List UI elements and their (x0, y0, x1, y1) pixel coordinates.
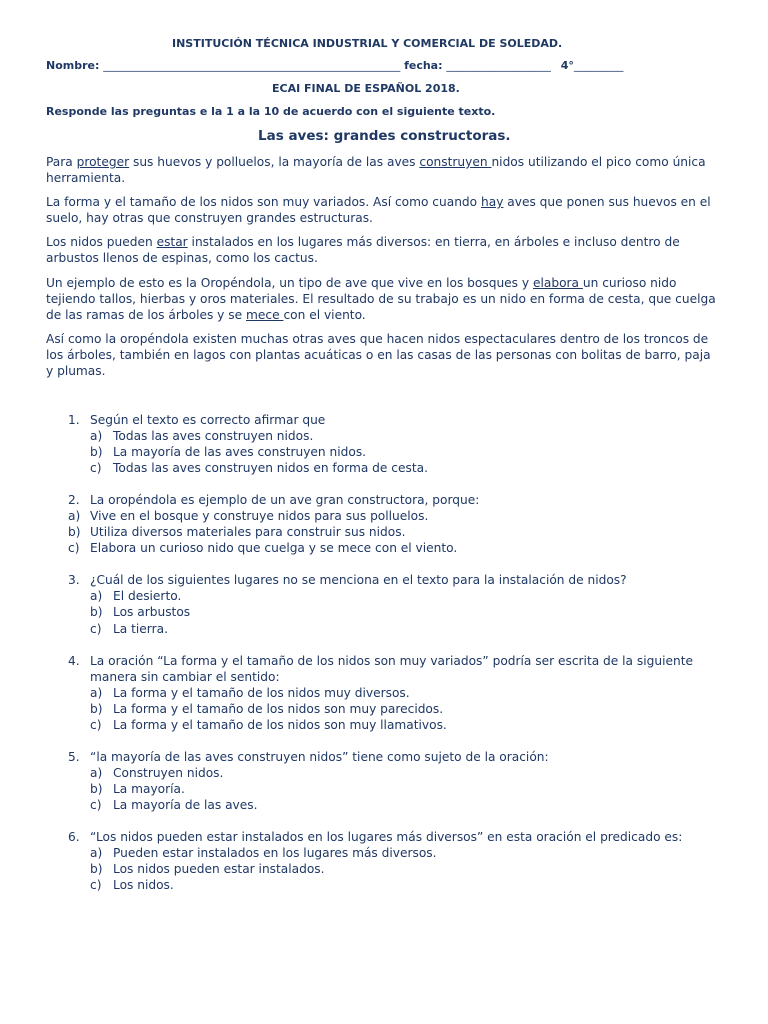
answer-option[interactable]: b) Utiliza diversos materiales para construir sus nidos. (68, 525, 406, 539)
answer-option[interactable]: c) La mayoría de las aves. (90, 798, 258, 812)
answer-option[interactable]: b) La mayoría de las aves construyen nidos. (90, 445, 367, 459)
reading-paragraph-3: Los nidos pueden estar instalados en los lugares más diversos: en tierra, en árboles e incluso dentro de arbustos llenos de espinas, como los cactus. (46, 235, 680, 265)
fecha-label: fecha: (404, 59, 443, 72)
reading-paragraph-5: Así como la oropéndola existen muchas otras aves que hacen nidos espectaculares dentro de los troncos de los árboles, también en lagos con plantas acuáticas o en las casas de las personas con bolitas de barro, paja y plumas. (46, 332, 711, 378)
question-number: 4. (68, 654, 80, 668)
answer-option[interactable]: c) La forma y el tamaño de los nidos son muy llamativos. (90, 718, 447, 732)
question-text: “Los nidos pueden estar instalados en los lugares más diversos” en esta oración el predicado es: (90, 830, 683, 844)
grado-label: 4° (560, 59, 574, 72)
student-info-line (46, 59, 623, 72)
answer-option[interactable]: c) La tierra. (90, 622, 168, 636)
underlined-word: mece (246, 308, 284, 322)
instruction-text: Responde las preguntas e la 1 a la 10 de acuerdo con el siguiente texto. (46, 105, 496, 118)
reading-title: Las aves: grandes constructoras. (258, 128, 511, 144)
answer-option[interactable]: a) Todas las aves construyen nidos. (90, 429, 314, 443)
question-text: ¿Cuál de los siguientes lugares no se menciona en el texto para la instalación de nidos? (90, 573, 627, 587)
question-number: 6. (68, 830, 80, 844)
answer-option[interactable]: c) Todas las aves construyen nidos en forma de cesta. (90, 461, 428, 475)
answer-option[interactable]: b) Los arbustos (90, 605, 191, 619)
reading-paragraph-4: Un ejemplo de esto es la Oropéndola, un tipo de ave que vive en los bosques y elabora un curioso nido tejiendo tallos, hierbas y oros materiales. El resultado de su trabajo es un nido en forma de cesta, que cuelga de las ramas de los árboles y se mece con el viento. (46, 276, 716, 322)
fecha-blank: ___________________ (446, 59, 551, 72)
reading-paragraph-2: La forma y el tamaño de los nidos son muy variados. Así como cuando hay aves que ponen sus huevos en el suelo, hay otras que construyen grandes estructuras. (46, 195, 711, 225)
question-text: La oración “La forma y el tamaño de los nidos son muy variados” podría ser escrita de la siguiente manera sin cambiar el sentido: (90, 654, 693, 684)
question-number: 1. (68, 413, 80, 427)
answer-option[interactable]: a) El desierto. (90, 589, 182, 603)
answer-option[interactable]: c) Los nidos. (90, 878, 174, 892)
answer-option[interactable]: a) Vive en el bosque y construye nidos para sus polluelos. (68, 509, 429, 523)
underlined-word: estar (156, 235, 188, 249)
institution-name: INSTITUCIÓN TÉCNICA INDUSTRIAL Y COMERCIAL DE SOLEDAD. (172, 37, 563, 50)
answer-option[interactable]: a) Pueden estar instalados en los lugares más diversos. (90, 846, 437, 860)
nombre-label: Nombre: (46, 59, 100, 72)
underlined-word: hay (481, 195, 504, 209)
answer-option[interactable]: a) Construyen nidos. (90, 766, 224, 780)
question-number: 5. (68, 750, 80, 764)
grado-blank: _________ (573, 59, 624, 72)
answer-option[interactable]: a) La forma y el tamaño de los nidos muy diversos. (90, 686, 410, 700)
underlined-word: construyen (419, 155, 492, 169)
answer-option[interactable]: b) La mayoría. (90, 782, 185, 796)
answer-option[interactable]: b) Los nidos pueden estar instalados. (90, 862, 325, 876)
exam-title: ECAI FINAL DE ESPAÑOL 2018. (272, 82, 460, 95)
underlined-word: elabora (533, 276, 583, 290)
answer-option[interactable]: b) La forma y el tamaño de los nidos son muy parecidos. (90, 702, 444, 716)
question-number: 2. (68, 493, 80, 507)
question-number: 3. (68, 573, 80, 587)
question-text: La oropéndola es ejemplo de un ave gran constructora, porque: (90, 493, 480, 507)
reading-paragraph-1: Para proteger sus huevos y polluelos, la mayoría de las aves construyen nidos utilizando el pico como única herramienta. (46, 155, 706, 185)
underlined-word: proteger (76, 155, 130, 169)
question-text: Según el texto es correcto afirmar que (90, 413, 326, 427)
nombre-blank: ______________________________________________________ (103, 59, 401, 72)
answer-option[interactable]: c) Elabora un curioso nido que cuelga y se mece con el viento. (68, 541, 458, 555)
question-text: “la mayoría de las aves construyen nidos” tiene como sujeto de la oración: (90, 750, 549, 764)
